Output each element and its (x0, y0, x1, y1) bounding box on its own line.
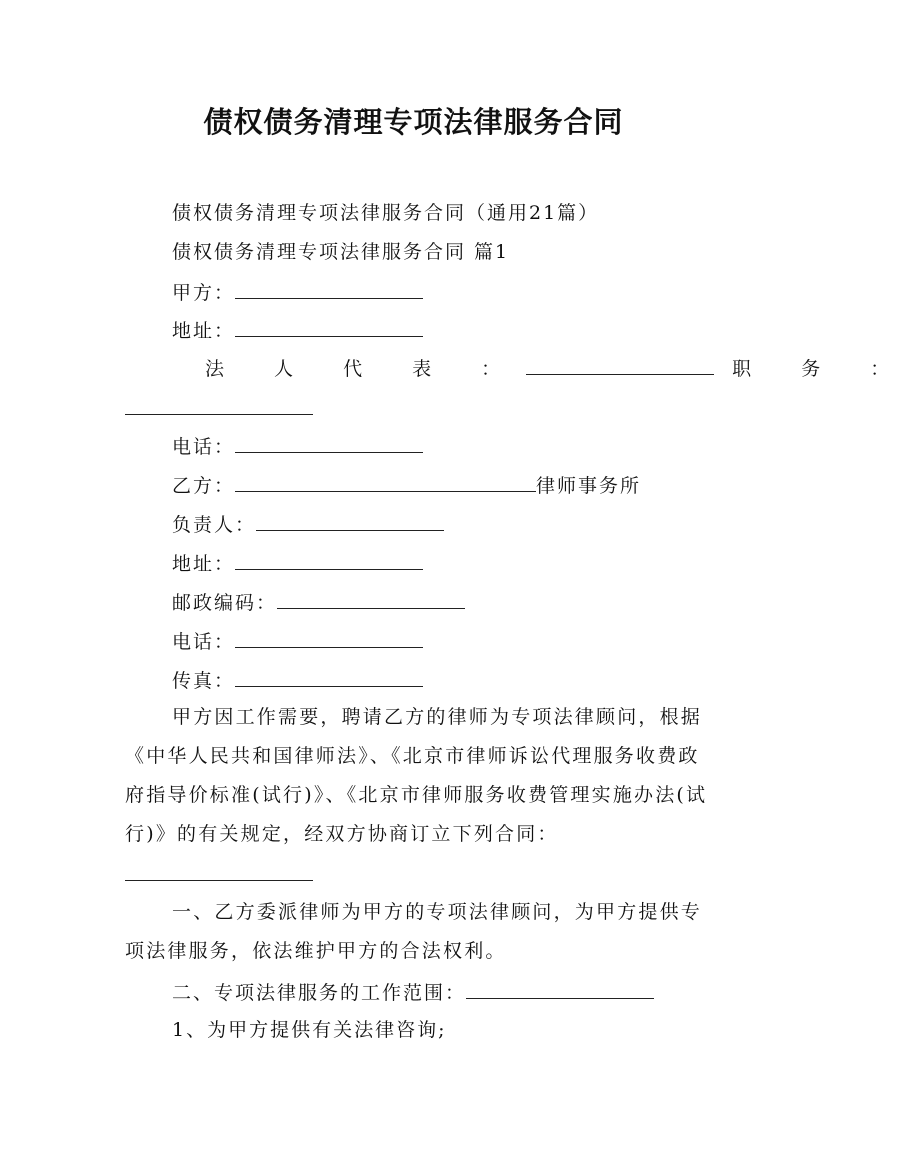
legal-rep-row (205, 354, 911, 382)
document-title: 债权债务清理专项法律服务合同 (203, 105, 624, 139)
party-b-label: 乙方： (172, 475, 236, 497)
address-a-blank (235, 316, 423, 337)
address-b-blank (235, 549, 423, 570)
position-label: 职 务 ： (732, 358, 911, 380)
responsible-label: 负责人： (172, 514, 257, 536)
address-a-label: 地址： (172, 320, 236, 342)
responsible-blank (256, 510, 444, 531)
clause-2-row (172, 978, 654, 1006)
address-b-row (172, 549, 423, 577)
item-1: 1、为甲方提供有关法律咨询; (172, 1019, 447, 1041)
intro-blank (125, 860, 313, 881)
responsible-row (172, 510, 444, 538)
legal-rep-blank (526, 354, 714, 375)
address-b-label: 地址： (172, 553, 236, 575)
party-a-blank (235, 278, 423, 299)
section-heading: 债权债务清理专项法律服务合同 篇1 (172, 241, 510, 263)
phone-b-blank (235, 627, 423, 648)
clause-2-label: 二、专项法律服务的工作范围： (172, 982, 467, 1004)
position-blank-row (125, 394, 313, 422)
clause-2-blank (466, 978, 654, 999)
fax-label: 传真： (172, 670, 236, 692)
fax-row (172, 666, 423, 694)
phone-b-label: 电话： (172, 631, 236, 653)
postcode-blank (277, 588, 465, 609)
party-b-blank (235, 471, 536, 492)
law-firm-suffix: 律师事务所 (536, 475, 642, 497)
subtitle: 债权债务清理专项法律服务合同（通用21篇） (172, 202, 600, 224)
phone-a-label: 电话： (172, 436, 236, 458)
party-a-row (172, 278, 423, 306)
address-a-row (172, 316, 423, 344)
phone-a-blank (235, 432, 423, 453)
position-blank (125, 394, 313, 415)
legal-rep-label: 法 人 代 表 ： (205, 358, 523, 380)
postcode-row (172, 588, 465, 616)
clause-1: 一、乙方委派律师为甲方的专项法律顾问，为甲方提供专项法律服务，依法维护甲方的合法权利。 (125, 901, 703, 962)
postcode-label: 邮政编码： (172, 592, 278, 614)
phone-b-row (172, 627, 423, 655)
fax-blank (235, 666, 423, 687)
party-a-label: 甲方： (172, 282, 236, 304)
phone-a-row (172, 432, 423, 460)
intro-blank-row (125, 860, 313, 888)
party-b-row (172, 471, 641, 499)
intro-paragraph: 甲方因工作需要，聘请乙方的律师为专项法律顾问，根据《中华人民共和国律师法》、《北京市律师诉讼代理服务收费政府指导价标准(试行)》、《北京市律师服务收费管理实施办法(试行)》的有关规定，经双方协商订立下列合同： (125, 706, 708, 845)
